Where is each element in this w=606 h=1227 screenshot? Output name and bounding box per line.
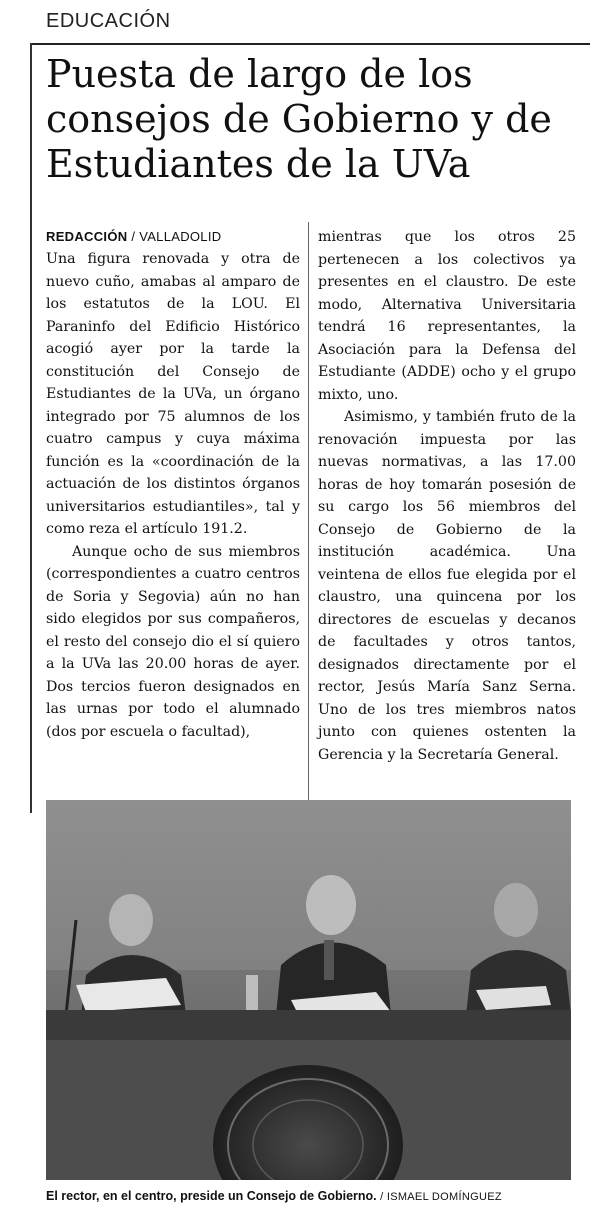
- headline: Puesta de largo de los consejos de Gobierno y de Estudiantes de la UVa: [46, 52, 552, 186]
- byline-location: VALLADOLID: [139, 229, 222, 244]
- column-divider: [308, 222, 309, 802]
- left-paragraph-1: Una figura renovada y otra de nuevo cuño, amabas al amparo de los estatutos de la LOU. El Paraninfo del Edificio Histórico acogió ayer por la tarde la constitución del Consejo de Estudiantes de la UVa, un órgano integrado por 75 alumnos de los cuatro campus y cuya máxima función es la «coordinación de la actuación de los distintos órganos universitarios estudiantiles», tal y como reza el artículo 191.2.: [46, 251, 300, 537]
- photo-credit: / ISMAEL DOMÍNGUEZ: [380, 1191, 502, 1203]
- right-paragraph-1: mientras que los otros 25 pertenecen a los colectivos ya presentes en el claustro. De este modo, Alternativa Universitaria tendrá 16 representantes, la Asociación para la Defensa del Estudiante (ADDE) ocho y el grupo mixto, uno.: [318, 229, 576, 403]
- section-label: EDUCACIÓN: [46, 10, 171, 32]
- news-photo: [46, 800, 571, 1180]
- byline-source: REDACCIÓN: [46, 229, 128, 244]
- byline-separator: /: [127, 229, 140, 244]
- byline: [46, 226, 300, 248]
- top-rule: [30, 43, 590, 45]
- photo-illustration: [46, 800, 571, 1180]
- left-column: [46, 226, 300, 743]
- right-paragraph-2: Asimismo, y también fruto de la renovación impuesta por las nuevas normativas, a las 17.00 horas de hoy tomarán posesión de su cargo los 56 miembros del Consejo de Gobierno de la institución académica. Una veintena de ellos fue elegida por el claustro, una quincena por los directores de escuelas y decanos de facultades y otros tantos, designados directamente por el rector, Jesús María Sanz Serna. Uno de los tres miembros natos junto con quienes ostenten la Gerencia y la Secretaría General.: [318, 409, 576, 763]
- left-paragraph-2: Aunque ocho de sus miembros (correspondientes a cuatro centros de Soria y Segovia) aún no han sido elegidos por sus compañeros, el resto del consejo dio el sí quiero a la UVa las 20.00 horas de ayer. Dos tercios fueron designados en las urnas por todo el alumnado (dos por escuela o facultad),: [46, 543, 300, 740]
- left-rule: [30, 43, 32, 813]
- photo-caption: [46, 1189, 576, 1203]
- right-column: [318, 226, 576, 766]
- caption-text: El rector, en el centro, preside un Consejo de Gobierno.: [46, 1189, 377, 1203]
